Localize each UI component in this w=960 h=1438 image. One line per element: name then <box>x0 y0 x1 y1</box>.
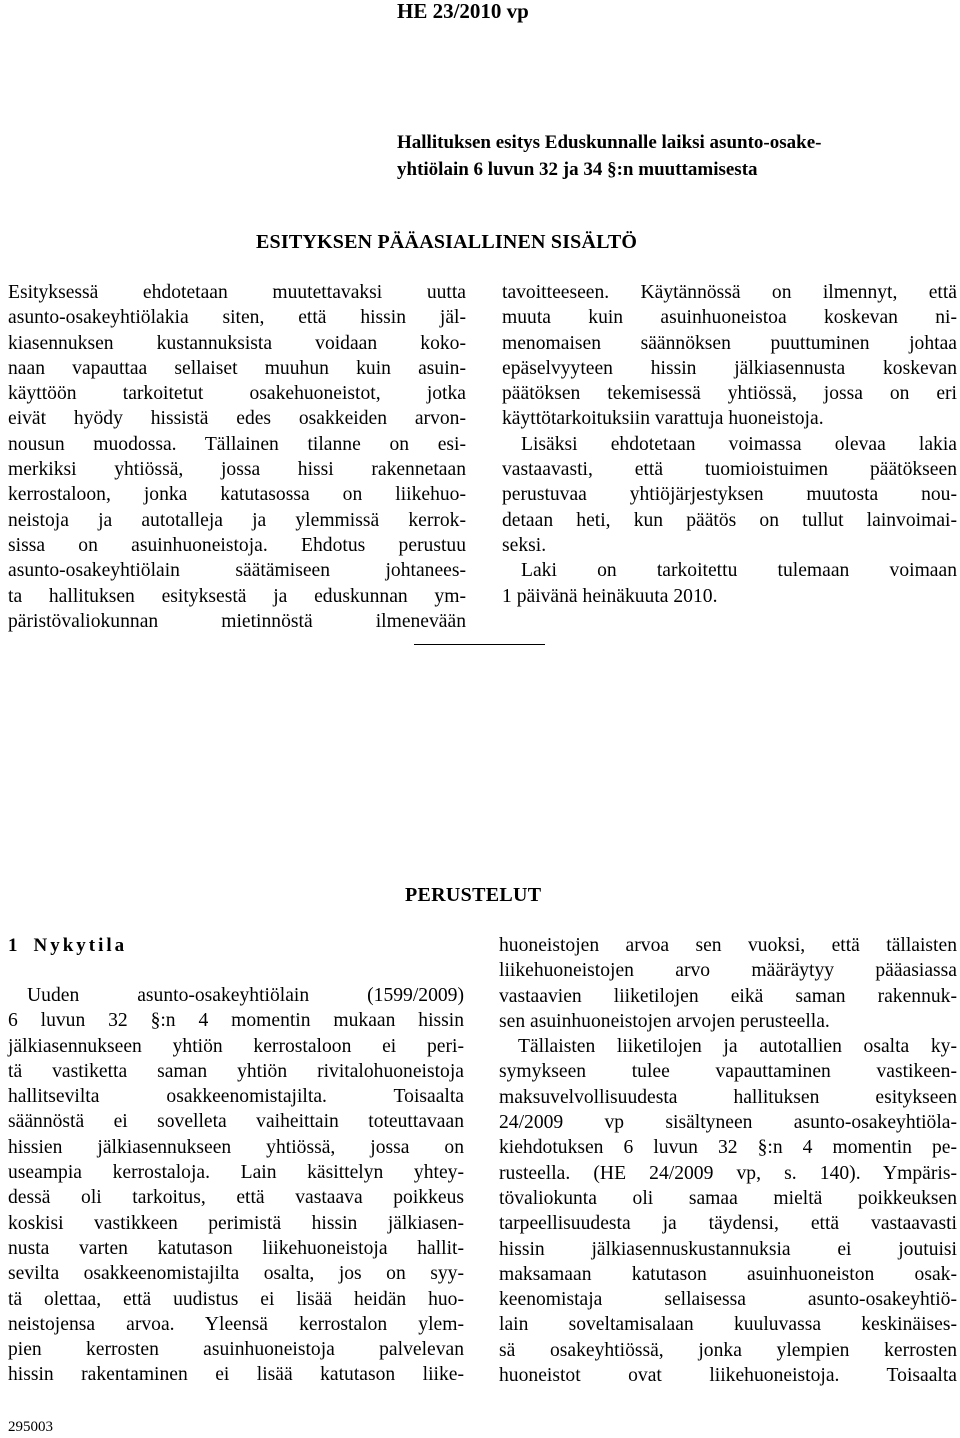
text-line: Uuden asunto-osakeyhtiölain (1599/2009) <box>27 985 464 1006</box>
text-line: epäselvyyteen hissin jälkiasennusta koskevan <box>502 357 957 379</box>
text-line: 1 päivänä heinäkuuta 2010. <box>502 585 718 607</box>
text-line: neistoja ja autotalleja ja ylemmissä kerrok- <box>8 509 466 531</box>
text-line: seksi. <box>502 534 547 556</box>
title-line: Hallituksen esitys Eduskunnalle laiksi asunto-osake- <box>397 132 822 153</box>
text-line: symykseen tulee vapauttaminen vastikeen- <box>499 1061 957 1083</box>
text-line: kerrostaloon, jonka katutasossa on liikehuo- <box>8 484 466 506</box>
title-line: yhtiölain 6 luvun 32 ja 34 §:n muuttamisesta <box>397 159 758 180</box>
text-line: dessä oli tarkoitus, että vastaava poikkeus <box>8 1187 464 1209</box>
text-line: tä olettaa, että uudistus ei lisää heidän huo- <box>8 1288 464 1310</box>
text-line: hissien jälkiasennukseen yhtiössä, jossa on <box>8 1136 464 1158</box>
document-id: HE 23/2010 vp <box>397 0 529 23</box>
perustelut-heading: PERUSTELUT <box>405 884 542 906</box>
text-line: sä osakeyhtiössä, jonka ylempien kerrosten <box>499 1339 957 1361</box>
text-line: perustuvaa yhtiöjärjestyksen muutosta nou- <box>502 484 957 506</box>
text-line: menomaisen säännöksen puuttuminen johtaa <box>502 332 957 354</box>
text-line: kiehdotuksen 6 luvun 32 §:n 4 momentin pe- <box>499 1137 957 1159</box>
text-line: Lisäksi ehdotetaan voimassa olevaa lakia <box>521 433 957 455</box>
text-line: hissin rakentaminen ei lisää katutason liike- <box>8 1364 464 1386</box>
text-line: naan vapauttaa sellaiset muuhun kuin asuin- <box>8 357 466 379</box>
page-code: 295003 <box>8 1419 53 1435</box>
text-line: Laki on tarkoitettu tulemaan voimaan <box>521 560 957 582</box>
text-line: asunto-osakeyhtiölakia siten, että hissin jäl- <box>8 307 466 329</box>
text-line: detaan heti, kun päätös on tullut lainvoimai- <box>502 509 957 531</box>
text-line: jälkiasennukseen yhtiön kerrostaloon ei peri- <box>8 1035 464 1057</box>
section-heading-nykytila <box>8 933 127 959</box>
section-title: Nykytila <box>33 935 128 956</box>
text-line: merkiksi yhtiössä, jossa hissi rakennetaan <box>8 459 466 481</box>
text-line: asunto-osakeyhtiölain säätämiseen johtanees- <box>8 560 466 582</box>
text-line: käyttötarkoituksiin varattuja huoneistoja. <box>502 408 824 430</box>
text-line: liikehuoneistojen arvo määräytyy pääasiassa <box>499 960 957 982</box>
text-line: nusta varten katutason liikehuoneistoja hallit- <box>8 1237 464 1259</box>
summary-right-column <box>502 280 957 609</box>
text-line: Tällaisten liiketilojen ja autotallien osalta ky- <box>518 1036 957 1058</box>
text-line: 24/2009 vp sisältyneen asunto-osakeyhtiöla- <box>499 1112 957 1134</box>
text-line: sevilta osakkeenomistajilta osalta, jos on syy- <box>8 1263 464 1285</box>
text-line: muuta kuin asuinhuoneistoa koskevan ni- <box>502 307 957 329</box>
text-line: lain soveltamisalaan kuuluvassa keskinäises- <box>499 1314 957 1336</box>
text-line: maksuvelvollisuudesta hallituksen esitykseen <box>499 1086 957 1108</box>
text-line: hissin jälkiasennuskustannuksia ei joutuisi <box>499 1238 957 1260</box>
text-line: tavoitteeseen. Käytännössä on ilmennyt, että <box>502 282 957 303</box>
text-line: ta hallituksen esityksestä ja eduskunnan ym- <box>8 585 466 607</box>
text-line: nousun muodossa. Tällainen tilanne on esi- <box>8 433 466 455</box>
text-line: sen asuinhuoneistojen arvojen perusteella. <box>499 1010 830 1032</box>
summary-left-column <box>8 280 466 634</box>
perustelut-right-column <box>499 933 957 1388</box>
text-line: keenomistaja sellaisessa asunto-osakeyhtiö- <box>499 1289 957 1311</box>
text-line: tarpeellisuudesta ja täydensi, että vastaavasti <box>499 1213 957 1235</box>
text-line: 6 luvun 32 §:n 4 momentin mukaan hissin <box>8 1010 464 1032</box>
text-line: vastaavasti, että tuomioistuimen päätökseen <box>502 459 957 481</box>
text-line: neistojensa arvoa. Yleensä kerrostalon ylem- <box>8 1313 464 1335</box>
text-line: huoneistot ovat liikehuoneistoja. Toisaalta <box>499 1365 957 1387</box>
text-line: pien kerrosten asuinhuoneistoja palvelevan <box>8 1339 464 1361</box>
section-number: 1 <box>8 935 18 956</box>
text-line: sissa on asuinhuoneistoja. Ehdotus perustuu <box>8 534 466 556</box>
text-line: vastaavien liiketilojen eikä saman rakennuk- <box>499 985 957 1007</box>
text-line: käyttöön tarkoitetut osakehuoneistot, jotka <box>8 383 466 405</box>
document-title <box>397 129 957 183</box>
perustelut-left-column <box>8 983 464 1388</box>
summary-heading: ESITYKSEN PÄÄASIALLINEN SISÄLTÖ <box>256 231 638 253</box>
text-line: päätöksen tekemisessä yhtiössä, jossa on eri <box>502 383 957 405</box>
text-line: useampia kerrostaloja. Lain käsittelyn yhtey- <box>8 1162 464 1184</box>
section-separator-rule <box>414 644 545 645</box>
text-line: rusteella. (HE 24/2009 vp, s. 140). Ympäris- <box>499 1162 957 1184</box>
text-line: tövaliokunta oli samaa mieltä poikkeuksen <box>499 1187 957 1209</box>
text-line: maksamaan katutason asuinhuoneiston osak- <box>499 1263 957 1285</box>
text-line: Esityksessä ehdotetaan muutettavaksi uutta <box>8 282 466 303</box>
text-line: huoneistojen arvoa sen vuoksi, että tällaisten <box>499 935 957 956</box>
text-line: päristövaliokunnan mietinnöstä ilmenevään <box>8 610 466 632</box>
text-line: säännöstä ei sovelleta vaiheittain toteuttavaan <box>8 1111 464 1133</box>
text-line: kiasennuksen kustannuksista voidaan koko- <box>8 332 466 354</box>
text-line: hallitsevilta osakkeenomistajilta. Toisaalta <box>8 1086 464 1108</box>
text-line: koskisi vastikkeen perimistä hissin jälkiasen- <box>8 1212 464 1234</box>
text-line: tä vastiketta saman yhtiön rivitalohuoneistoja <box>8 1060 464 1082</box>
text-line: eivät hyödy hissistä edes osakkeiden arvon- <box>8 408 466 430</box>
